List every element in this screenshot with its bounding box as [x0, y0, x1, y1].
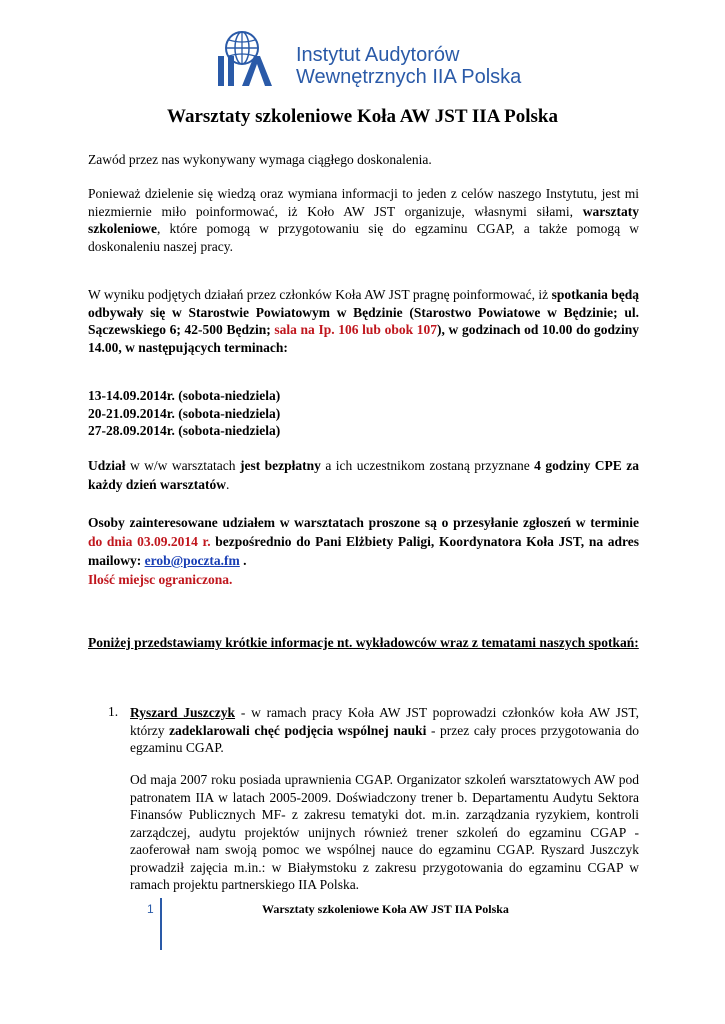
email-link[interactable]: erob@poczta.fm [144, 553, 240, 568]
date-item: 20-21.09.2014r. (sobota-niedziela) [88, 405, 281, 421]
footer-title: Warsztaty szkoleniowe Koła AW JST IIA Polska [262, 902, 509, 916]
limited-seats-note: Ilość miejsc ograniczona. [88, 572, 233, 587]
iia-logo [212, 26, 288, 90]
date-item: 27-28.09.2014r. (sobota-niedziela) [88, 423, 281, 438]
lecturer-name: Ryszard Juszczyk [130, 705, 236, 720]
intro-paragraph: Zawód przez nas wykonywany wymaga ciągłego doskonalenia. [88, 152, 432, 167]
lecturer-bio: Od maja 2007 roku posiada uprawnienia CGAP. Organizator szkoleń warsztatowych AW pod patronatem IIA w latach 2005-2009. Doświadczony trener b. Departamentu Audytu Sektora Finansów Publicznych MF- z zakresu tematyki dot. m.in. zarządzania ryzykiem, kontroli zarządczej, audytu projektów unijnych również trener szkoleń do egzaminu CGAP - zaoferował nam swoją pomoc we wspólnej nauce do egzaminu CGAP. Ryszard Juszczyk prowadził zajęcia m.in.: w Białymstoku z zakresu przygotowania do egzaminu CGAP w ramach projektu partnerskiego IIA Polska. [130, 772, 639, 892]
deadline: do dnia 03.09.2014 r. [88, 534, 211, 549]
workshops-emphasis: warsztaty szkoleniowe [88, 203, 639, 236]
globe-icon [212, 26, 288, 90]
lecturers-heading: Poniżej przedstawiamy krótkie informacje nt. wykładowców wraz z tematami naszych spotkań: [88, 635, 639, 650]
room-info: sala na Ip. 106 lub obok 107 [274, 322, 438, 337]
page-number: 1 [147, 902, 154, 916]
footer-divider [160, 898, 162, 950]
cpe-paragraph: Udział w w/w warsztatach jest bezpłatny a ich uczestnikom zostaną przyznane 4 godziny CPE za każdy dzień warsztatów. [88, 458, 639, 492]
lecturer-item: Ryszard Juszczyk - w ramach pracy Koła AW JST poprowadzi członków koła AW JST, którzy zadeklarowali chęć podjęcia wspólnej nauki - przez cały proces przygotowania do egzaminu CGAP. [130, 705, 639, 755]
info-paragraph: Ponieważ dzielenie się wiedzą oraz wymiana informacji to jeden z celów naszego Instytutu, jest mi niezmiernie miło poinformować, iż Koło AW JST organizuje, własnymi siłami, warsztaty szkoleniowe, które pomogą w przygotowaniu się do egzaminu CGAP, a także pomogą w doskonaleniu naszej pracy. [88, 186, 639, 254]
location-paragraph: W wyniku podjętych działań przez członków Koła AW JST pragnę poinformować, iż spotkania będą odbywały się w Starostwie Powiatowym w Będzinie (Starostwo Powiatowe w Będzinie; ul. Sączewskiego 6; 42-500 Będzin; sala na Ip. 106 lub obok 107), w godzinach od 10.00 do godziny 14.00, w następujących terminach: [88, 287, 639, 355]
registration-paragraph: Osoby zainteresowane udziałem w warsztatach proszone są o przesyłanie zgłoszeń w terminie do dnia 03.09.2014 r. bezpośrednio do Pani Elżbiety Paligi, Koordynatora Koła JST, na adres mailowy: erob@poczta.fm . Ilość miejsc ograniczona. [88, 515, 639, 587]
org-name-line2: Wewnętrznych IIA Polska [296, 66, 522, 88]
list-number: 1. [108, 704, 119, 719]
org-name-line1: Instytut Audytorów [296, 44, 460, 66]
page-title: Warsztaty szkoleniowe Koła AW JST IIA Polska [167, 106, 558, 127]
dates-list [88, 387, 639, 440]
date-item: 13-14.09.2014r. (sobota-niedziela) [88, 388, 281, 403]
